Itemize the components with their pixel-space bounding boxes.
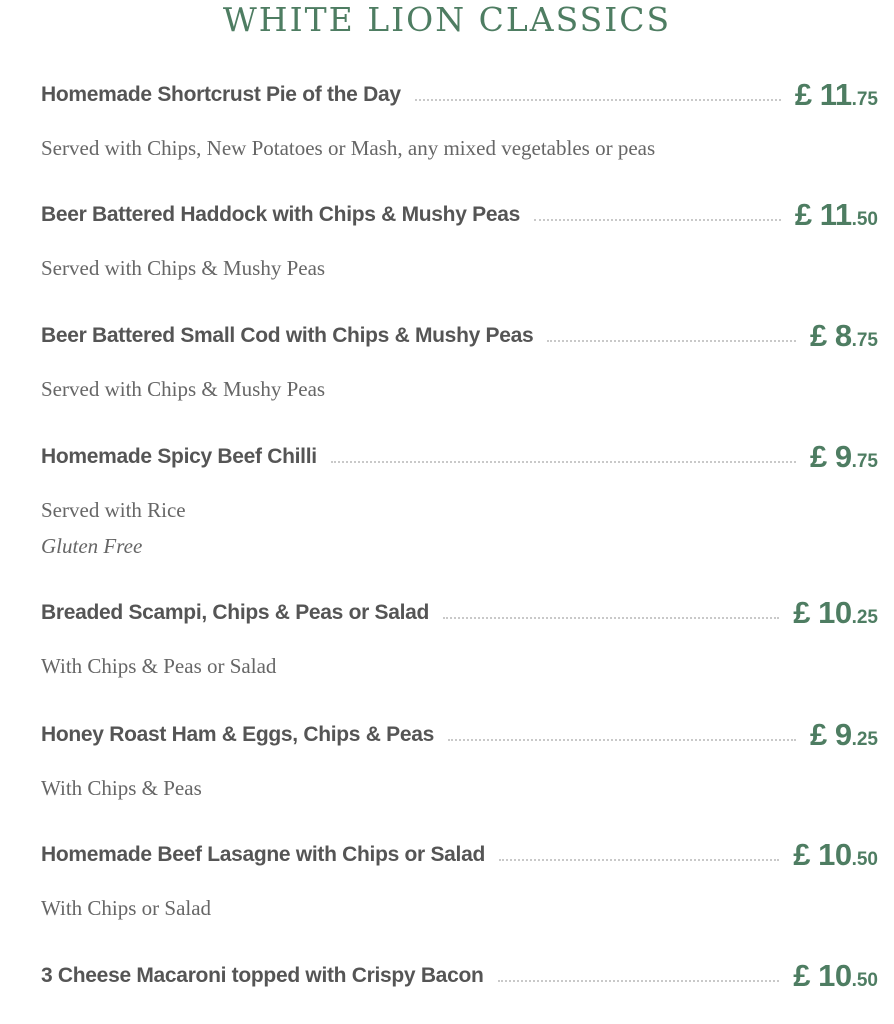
menu-item-price [795,190,878,240]
menu-item-header [0,190,894,240]
menu-item-header [0,311,894,361]
price-pence: .75 [851,330,878,351]
description-text: Served with Rice [41,498,186,522]
price-pence: .25 [851,729,878,750]
dotted-leader [443,617,779,619]
price-pounds: 9 [834,439,852,474]
menu-item-description [41,492,186,564]
price-pounds: 11 [819,77,852,112]
price-pence: .50 [851,209,878,230]
price-pounds: 9 [834,717,852,752]
currency-symbol: £ [809,318,827,353]
price-pence: .25 [851,607,878,628]
currency-symbol: £ [794,197,812,232]
price-pence: .50 [851,970,878,991]
dotted-leader [331,461,796,463]
dotted-leader [499,859,779,861]
menu-item-price [810,432,878,482]
menu-item-header [0,432,894,482]
menu-item-price [793,588,878,638]
menu-item-header [0,830,894,880]
dietary-note: Gluten Free [41,534,143,558]
menu-item-name: Homemade Beef Lasagne with Chips or Salad [41,843,485,866]
menu-item-description [41,250,325,286]
menu-item-name: Honey Roast Ham & Eggs, Chips & Peas [41,723,434,746]
description-text: With Chips & Peas or Salad [41,654,277,678]
currency-symbol: £ [793,595,810,630]
dotted-leader [415,99,781,101]
currency-symbol: £ [793,837,810,872]
menu-item-header [0,710,894,760]
dotted-leader [498,980,779,982]
price-pounds: 8 [834,318,852,353]
menu-item-header [0,588,894,638]
menu-item-name: Beer Battered Haddock with Chips & Mushy Peas [41,203,520,226]
price-pounds: 11 [819,197,852,232]
menu-item-price [810,311,878,361]
menu-item-name: Breaded Scampi, Chips & Peas or Salad [41,601,430,624]
currency-symbol: £ [809,439,827,474]
menu-item-name: Homemade Shortcrust Pie of the Day [41,83,401,106]
menu-item-name: Beer Battered Small Cod with Chips & Mushy Peas [41,324,534,347]
currency-symbol: £ [793,958,810,993]
description-text: With Chips & Peas [41,776,202,800]
price-pence: .75 [851,451,878,472]
price-pounds: 10 [818,958,852,993]
menu-item-description [41,130,655,166]
menu-item-price [793,951,878,1001]
description-text: With Chips or Salad [41,896,212,920]
description-text: Served with Chips, New Potatoes or Mash, any mixed vegetables or peas [41,136,656,160]
currency-symbol: £ [809,717,827,752]
description-text: Served with Chips & Mushy Peas [41,256,326,280]
menu-item-description [41,890,211,926]
dotted-leader [547,340,796,342]
menu-item-header [0,951,894,1001]
currency-symbol: £ [794,77,812,112]
price-pence: .75 [851,89,878,110]
menu-item-description [41,648,276,684]
price-pounds: 10 [818,837,852,872]
dotted-leader [534,219,781,221]
menu-item-name: Homemade Spicy Beef Chilli [41,445,317,468]
dotted-leader [448,739,796,741]
menu-item-price [795,70,878,120]
menu-title: WHITE LION CLASSICS [222,0,672,39]
menu-item-description [41,770,202,806]
menu-item-price [793,830,878,880]
price-pounds: 10 [818,595,852,630]
menu-item-name: 3 Cheese Macaroni topped with Crispy Bacon [41,964,484,987]
menu-item-header [0,70,894,120]
price-pence: .50 [851,849,878,870]
menu-item-price [810,710,878,760]
description-text: Served with Chips & Mushy Peas [41,377,326,401]
menu-item-description [41,371,325,407]
